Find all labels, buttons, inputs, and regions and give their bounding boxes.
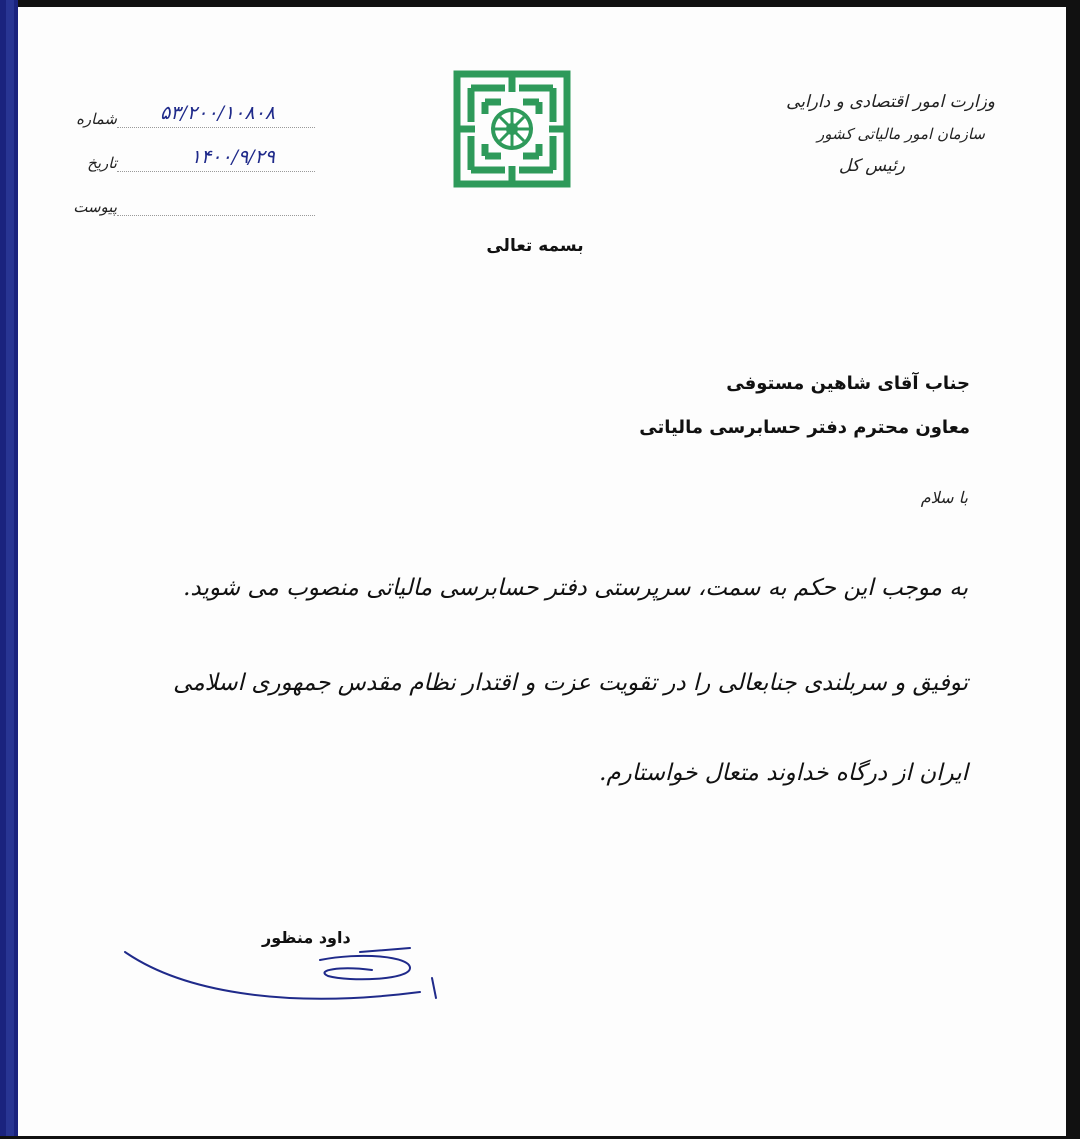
meta-date-label: تاریخ — [87, 154, 117, 172]
meta-number-row — [76, 84, 315, 128]
basmala: بسمه تعالی — [486, 236, 584, 256]
ministry-name: وزارت امور اقتصادی و دارایی — [786, 92, 995, 112]
meta-attachment-label: پیوست — [73, 198, 117, 216]
right-frame — [1066, 0, 1080, 1139]
meta-attachment-row — [73, 172, 315, 216]
letter-body — [118, 568, 968, 818]
organization-name: سازمان امور مالیاتی کشور — [817, 125, 985, 143]
greeting: با سلام — [920, 488, 968, 507]
meta-date-value: ۱۴۰۰/۹/۲۹ — [190, 146, 275, 168]
body-paragraph-1: به موجب این حکم به سمت، سرپرستی دفتر حسابرسی مالیاتی منصوب می شوید. — [183, 575, 968, 601]
body-paragraph-2: توفیق و سربلندی جنابعالی را در تقویت عزت و اقتدار نظام مقدس جمهوری اسلامی ایران از درگاه خداوند متعال خواستارم. — [173, 670, 968, 786]
meta-date-row — [85, 128, 315, 172]
handwritten-signature — [110, 930, 450, 1020]
organization-header — [735, 86, 995, 182]
addressee — [510, 362, 970, 450]
letter-meta — [73, 84, 315, 216]
tax-organization-logo — [453, 70, 571, 188]
meta-number-value: ۵۳/۲۰۰/۱۰۸۰۸ — [160, 102, 275, 124]
top-frame — [0, 0, 1080, 7]
meta-number-label: شماره — [76, 110, 117, 128]
addressee-title: معاون محترم دفتر حسابرسی مالیاتی — [639, 417, 970, 438]
head-title: رئیس کل — [838, 156, 905, 176]
left-frame — [0, 0, 18, 1139]
signer-name: داود منظور — [262, 928, 351, 947]
addressee-name: جناب آقای شاهین مستوفی — [726, 373, 970, 394]
